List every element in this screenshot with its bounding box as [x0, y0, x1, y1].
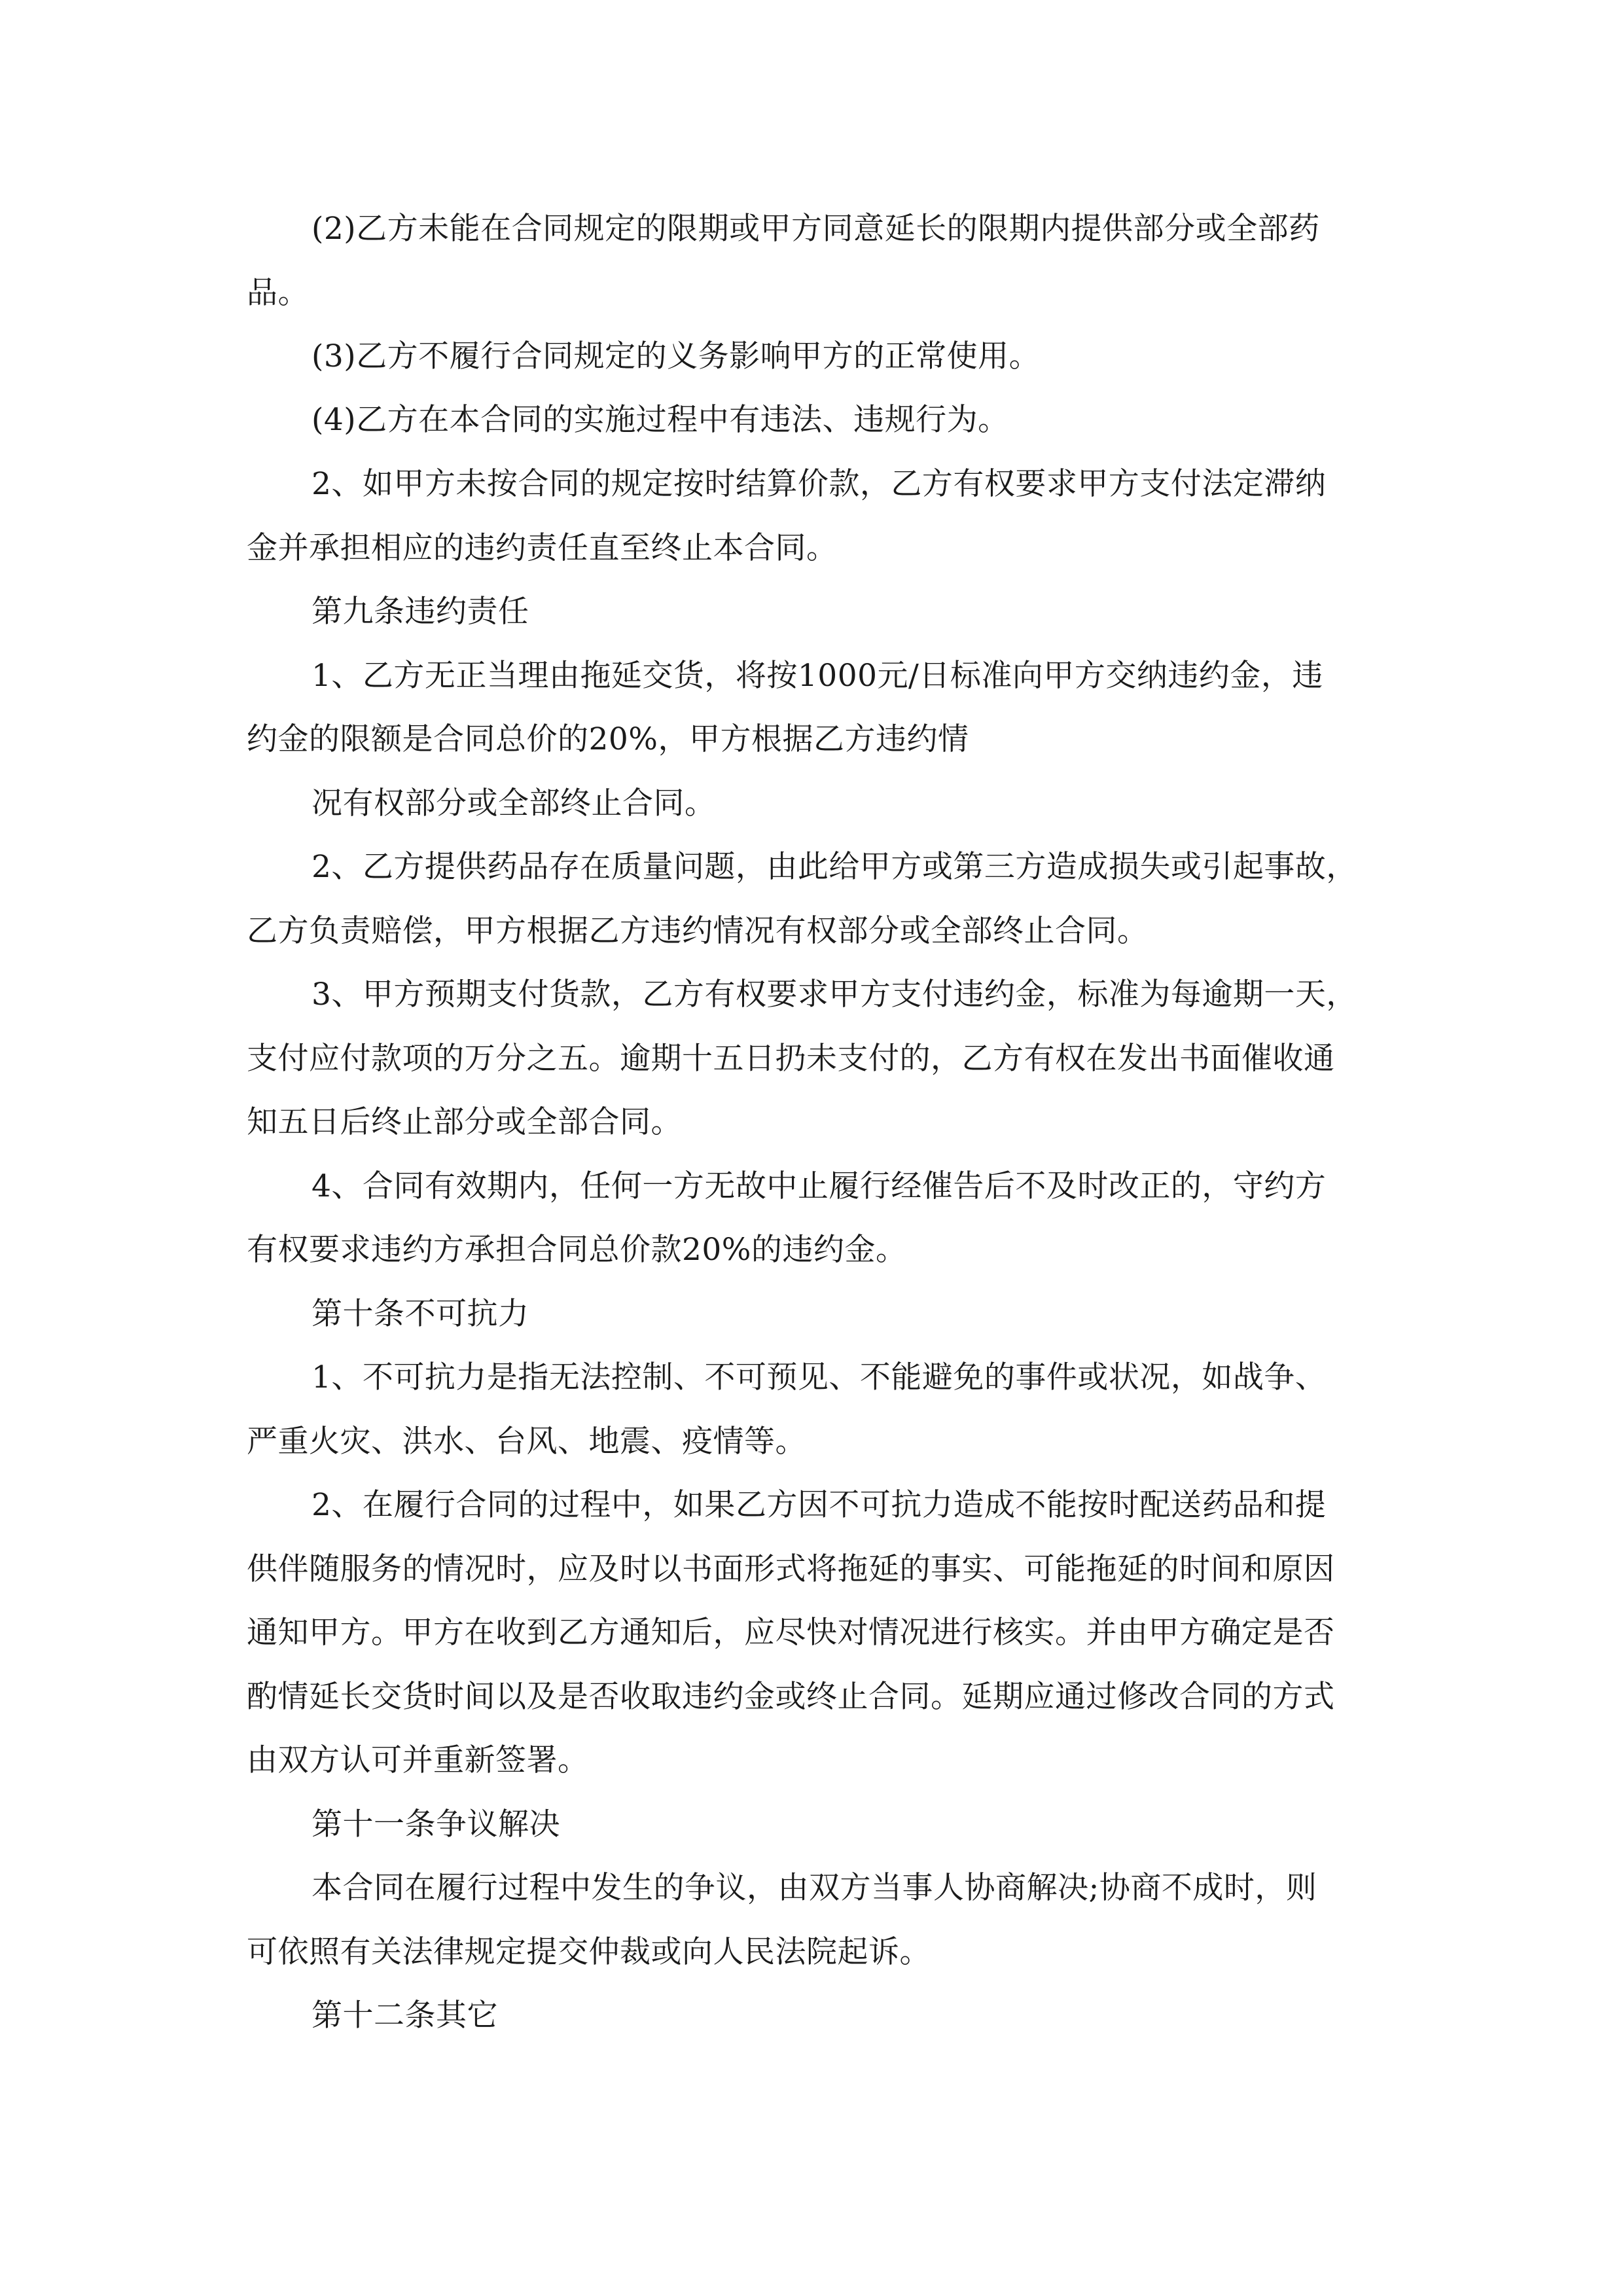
- text-line: 可依照有关法律规定提交仲裁或向人民法院起诉。: [247, 1934, 931, 1970]
- text-line: 金并承担相应的违约责任直至终止本合同。: [247, 530, 838, 566]
- text-line: 4、合同有效期内，任何一方无故中止履行经催告后不及时改正的，守约方: [312, 1168, 1327, 1204]
- text-line: 1、乙方无正当理由拖延交货，将按1000元/日标准向甲方交纳违约金，违: [312, 658, 1323, 694]
- text-line: 2、在履行合同的过程中，如果乙方因不可抗力造成不能按时配送药品和提: [312, 1487, 1327, 1523]
- section-heading: 第十二条其它: [312, 1998, 498, 2034]
- text-line: (2)乙方未能在合同规定的限期或甲方同意延长的限期内提供部分或全部药: [312, 211, 1320, 247]
- section-heading: 第十一条争议解决: [312, 1806, 560, 1842]
- section-heading: 第十条不可抗力: [312, 1296, 529, 1332]
- text-line: 酌情延长交货时间以及是否收取违约金或终止合同。延期应通过修改合同的方式: [247, 1679, 1335, 1715]
- text-line: 况有权部分或全部终止合同。: [312, 785, 716, 821]
- section-heading: 第九条违约责任: [312, 594, 529, 630]
- text-line: 有权要求违约方承担合同总价款20%的违约金。: [247, 1232, 907, 1268]
- text-line: 由双方认可并重新签署。: [247, 1742, 589, 1778]
- text-line: 乙方负责赔偿，甲方根据乙方违约情况有权部分或全部终止合同。: [247, 913, 1149, 949]
- text-line: 供伴随服务的情况时，应及时以书面形式将拖延的事实、可能拖延的时间和原因: [247, 1551, 1335, 1587]
- text-line: 1、不可抗力是指无法控制、不可预见、不能避免的事件或状况，如战争、: [312, 1359, 1327, 1395]
- text-line: 约金的限额是合同总价的20%，甲方根据乙方违约情: [247, 721, 969, 757]
- text-line: (3)乙方不履行合同规定的义务影响甲方的正常使用。: [312, 338, 1041, 374]
- text-line: 严重火灾、洪水、台风、地震、疫情等。: [247, 1424, 806, 1460]
- text-line: 通知甲方。甲方在收到乙方通知后，应尽快对情况进行核实。并由甲方确定是否: [247, 1615, 1335, 1651]
- text-line: 3、甲方预期支付货款，乙方有权要求甲方支付违约金，标准为每逾期一天，: [312, 977, 1357, 1013]
- text-line: 本合同在履行过程中发生的争议，由双方当事人协商解决;协商不成时，则: [312, 1870, 1317, 1906]
- text-line: 品。: [247, 275, 309, 311]
- text-line: 知五日后终止部分或全部合同。: [247, 1104, 682, 1140]
- text-line: (4)乙方在本合同的实施过程中有违法、违规行为。: [312, 402, 1009, 438]
- text-line: 支付应付款项的万分之五。逾期十五日扔未支付的，乙方有权在发出书面催收通: [247, 1041, 1335, 1077]
- text-line: 2、乙方提供药品存在质量问题，由此给甲方或第三方造成损失或引起事故，: [312, 849, 1357, 885]
- text-line: 2、如甲方未按合同的规定按时结算价款，乙方有权要求甲方支付法定滞纳: [312, 466, 1327, 502]
